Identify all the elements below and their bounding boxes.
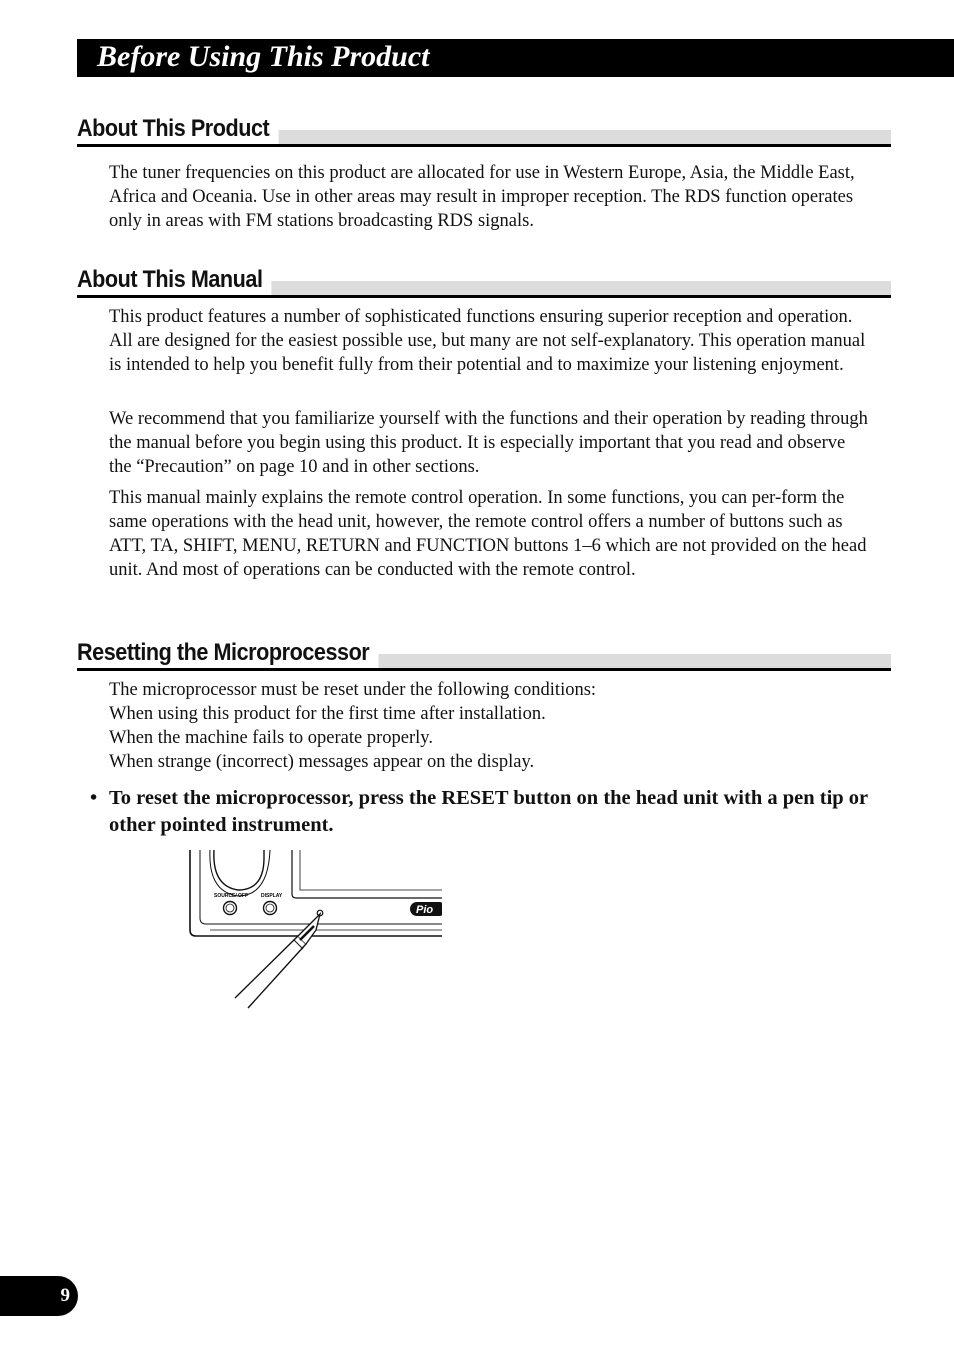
display-label: DISPLAY	[261, 893, 283, 899]
section-heading-about-product	[77, 113, 891, 147]
section-title: About This Manual	[77, 265, 272, 295]
source-button-drawing	[224, 902, 237, 915]
bullet-mark: •	[90, 787, 98, 809]
section-heading-resetting	[77, 637, 891, 671]
off-label: OFF	[238, 893, 248, 899]
display-button-drawing	[264, 902, 277, 915]
paragraph: This product features a number of sophisticated functions ensuring superior reception and operation. All are designed for the easiest possible use, but many are not self-explanatory. This operation manual is intended to help you benefit fully from their potential and to maximize your listening enjoyment.	[109, 307, 866, 375]
bullet-text: To reset the microprocessor, press the RESET button on the head unit with a pen tip or other pointed instrument.	[109, 787, 868, 836]
pen-drawing	[235, 914, 320, 1008]
head-unit-drawing	[188, 850, 442, 1012]
section-title: Resetting the Microprocessor	[77, 638, 378, 668]
text-line: When strange (incorrect) messages appear on the display.	[109, 752, 535, 772]
paragraph: This manual mainly explains the remote control operation. In some functions, you can per-form the same operations with the head unit, however, the remote control offers a number of buttons such as ATT, TA, SHIFT, MENU, RETURN and FUNCTION buttons 1–6 which are not provided on the head unit. And most of operations can be conducted with the remote control.	[109, 488, 867, 580]
page-number: 9	[60, 1285, 70, 1306]
text-line: When using this product for the first time after installation.	[109, 704, 546, 724]
paragraph: The tuner frequencies on this product are allocated for use in Western Europe, Asia, the Middle East, Africa and Oceania. Use in other areas may result in improper reception. The RDS function operates only in areas with FM stations broadcasting RDS signals.	[109, 163, 855, 231]
page-title: Before Using This Product	[97, 40, 430, 73]
section-heading-about-manual	[77, 264, 891, 298]
text-line: The microprocessor must be reset under the following conditions:	[109, 680, 597, 700]
paragraph: We recommend that you familiarize yourself with the functions and their operation by reading through the manual before you begin using this product. It is especially important that you read and observe the “Precaution” on page 10 and in other sections.	[109, 409, 868, 477]
brand-logo-text: Pio	[416, 904, 434, 916]
page-number-tab	[0, 1276, 78, 1316]
source-label: SOURCE/	[214, 893, 237, 899]
title-bar	[77, 39, 954, 77]
section-title: About This Product	[77, 114, 278, 144]
text-line: When the machine fails to operate properly.	[109, 728, 433, 748]
reset-illustration	[188, 850, 442, 1012]
